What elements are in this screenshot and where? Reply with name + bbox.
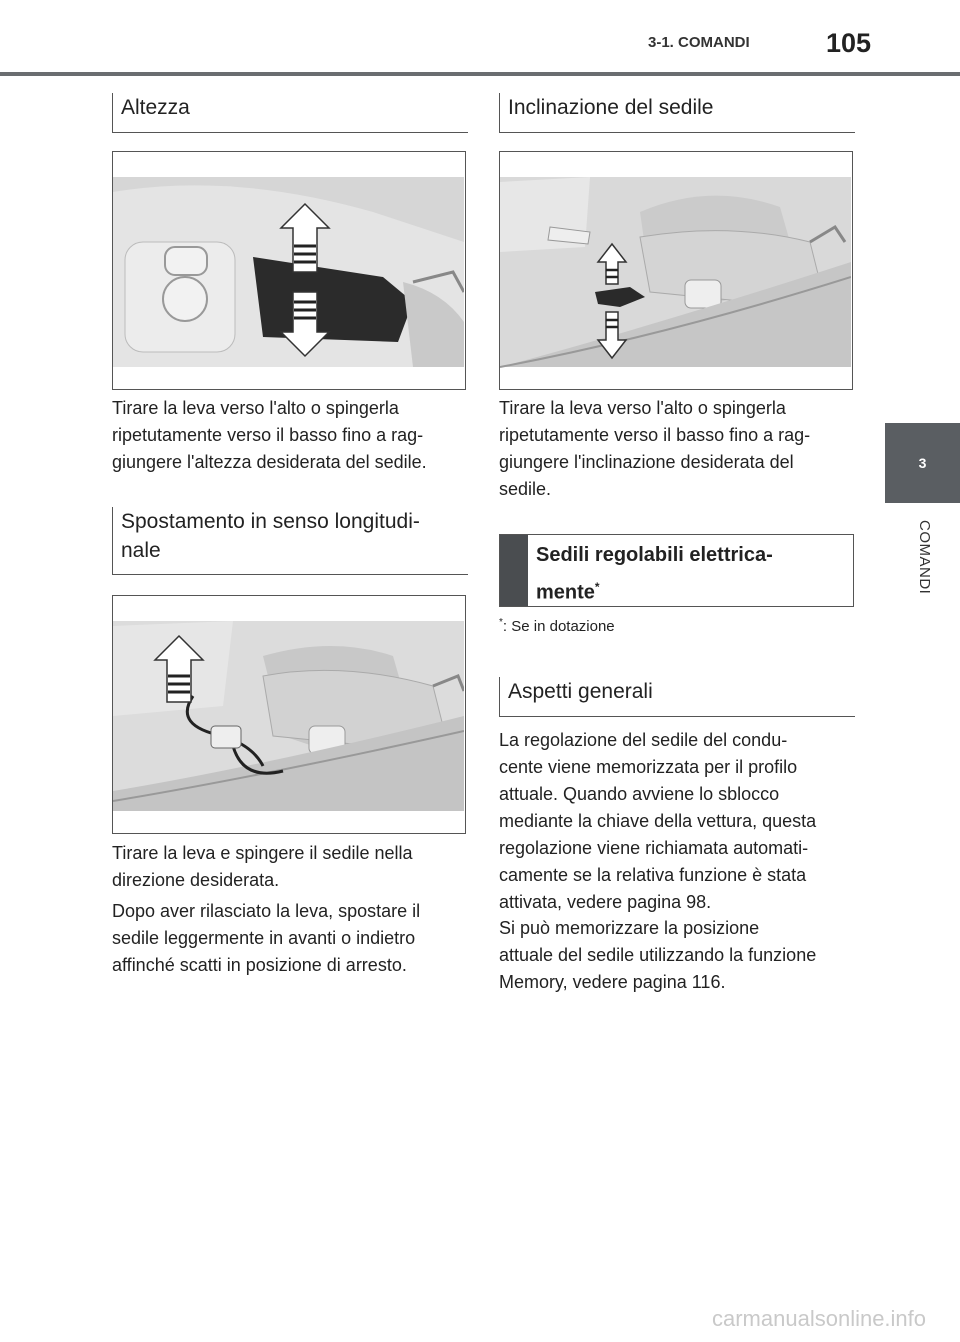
heading-spostamento: Spostamento in senso longitudi- nale [112,507,468,575]
heading-aspetti-generali: Aspetti generali [499,677,855,717]
paragraph-spostamento-2: Dopo aver rilasciato la leva, spostare il sedile leggermente in avanti o indietro affinché scatti in posizione di arresto. [112,901,421,975]
paragraph-altezza: Tirare la leva verso l'alto o spingerla ripetutamente verso il basso fino a rag- giungere l'altezza desiderata del sedile. [112,398,427,472]
footnote-mark: * [499,617,503,628]
paragraph-aspetti-1: La regolazione del sedile del condu- cente viene memorizzata per il profilo attuale. Quando avviene lo sblocco mediante la chiave della vettura, questa regolazione viene richiamata automati- camente se la relativa funzione è stata attivata, vedere pagina 98. [499,730,817,912]
footnote: *: Se in dotazione [499,617,615,635]
paragraph-inclinazione: Tirare la leva verso l'alto o spingerla ripetutamente verso il basso fino a rag- giungere l'inclinazione desiderata del sedile. [499,398,811,499]
figure-seat-longitudinal [112,595,466,834]
paragraph-aspetti-2: Si può memorizzare la posizione attuale del sedile utilizzando la funzione Memory, vedere pagina 116. [499,918,817,992]
chapter-number: 3 [918,455,927,471]
section-title: 3-1. COMANDI [648,34,750,51]
section-box-sedili-elettrici [499,534,854,607]
heading-altezza: Altezza [112,93,468,133]
heading-inclinazione: Inclinazione del sedile [499,93,855,133]
page-number: 105 [826,28,872,58]
figure-seat-tilt [499,151,853,390]
chapter-side-label: COMANDI [916,520,933,595]
heading-sedili-elettrici: Sedili regolabili elettrica- mente* [536,544,773,604]
figure-seat-height [112,151,466,390]
watermark: carmanualsonline.info [712,1306,927,1331]
paragraph-spostamento-1: Tirare la leva e spingere il sedile nella direzione desiderata. [112,843,413,890]
header-rule [0,72,960,76]
asterisk-mark: * [594,580,600,594]
chapter-tab [885,423,960,503]
section-box-bar [500,535,528,606]
